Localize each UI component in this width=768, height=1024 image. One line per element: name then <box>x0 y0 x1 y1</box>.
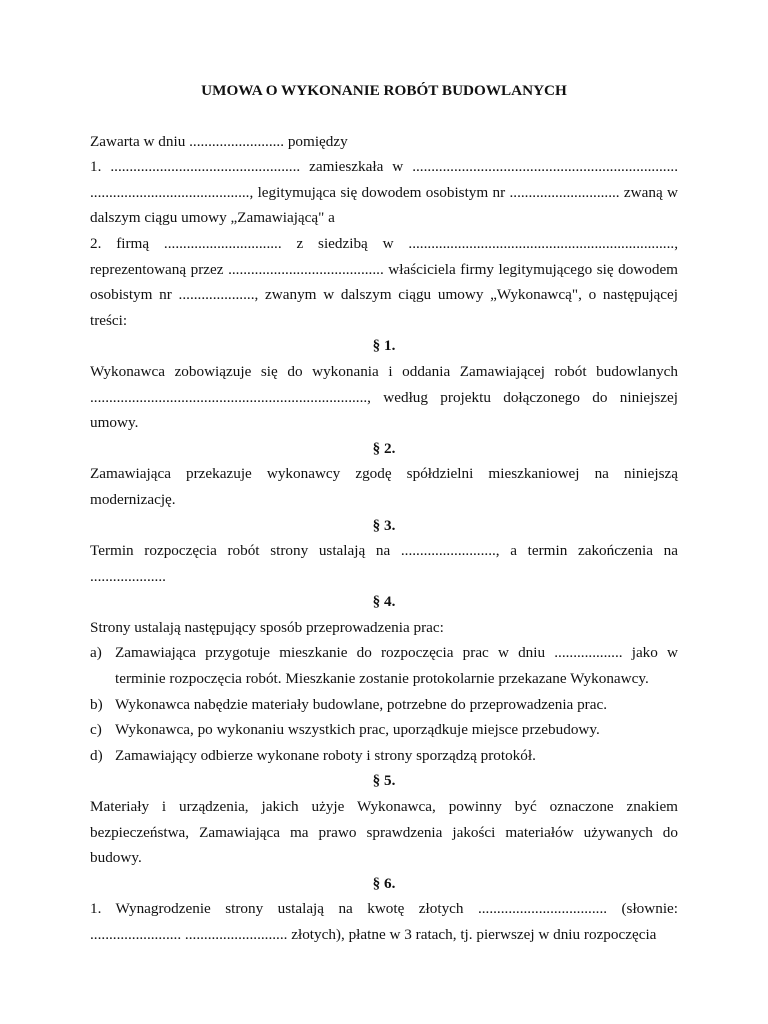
party-2-paragraph: 2. firmą ............................... z siedzibą w ......................................................................, reprezentowaną przez ......................................... właściciela firmy legitymującego się dowodem osobistym nr ...................., zwanym w dalszym ciągu umowy „Wykonawcą", o następującej treści: <box>90 234 678 329</box>
list-item-text: Wykonawca, po wykonaniu wszystkich prac, uporządkuje miejsce przebudowy. <box>115 721 600 739</box>
list-item-label: b) <box>90 695 103 713</box>
list-item <box>90 717 678 743</box>
section-3-heading: § 3. <box>372 516 396 534</box>
list-item-label: c) <box>90 721 102 739</box>
section-6-heading: § 6. <box>372 874 396 892</box>
section-1-text: Wykonawca zobowiązuje się do wykonania i oddania Zamawiającej robót budowlanych ........................................................................., według projektu dołączonego do niniejszej umowy. <box>90 362 678 432</box>
section-5-text: Materiały i urządzenia, jakich użyje Wykonawca, powinny być oznaczone znakiem bezpieczeństwa, Zamawiająca ma prawo sprawdzenia jakości materiałów używanych do budowy. <box>90 798 678 867</box>
document-title: UMOWA O WYKONANIE ROBÓT BUDOWLANYCH <box>201 82 567 99</box>
section-4-list <box>90 640 678 768</box>
section-5-heading: § 5. <box>372 772 396 790</box>
list-item <box>90 640 678 691</box>
section-6-text: 1. Wynagrodzenie strony ustalają na kwotę złotych .................................. (słownie: ........................ ........................... złotych), płatne w 3 ratach, tj. pierwszej w dniu rozpoczęcia <box>90 900 678 943</box>
section-1-heading: § 1. <box>372 337 396 355</box>
list-item-text: Zamawiająca przygotuje mieszkanie do rozpoczęcia prac w dniu .................. jako w terminie rozpoczęcia robót. Mieszkanie zostanie protokolarnie przekazane Wykonawcy. <box>115 644 678 688</box>
list-item-label: a) <box>90 644 102 662</box>
list-item <box>90 743 678 769</box>
list-item-label: d) <box>90 746 103 764</box>
list-item-text: Wykonawca nabędzie materiały budowlane, potrzebne do przeprowadzenia prac. <box>115 695 608 713</box>
document-page <box>90 78 678 948</box>
party-1-paragraph: 1. .................................................. zamieszkała w ...................................................................... .........................................., legitymująca się dowodem osobistym nr ............................. zwaną w dalszym ciągu umowy „Zamawiającą" a <box>90 158 678 227</box>
section-4-intro: Strony ustalają następujący sposób przeprowadzenia prac: <box>90 618 444 636</box>
section-2-heading: § 2. <box>372 439 396 457</box>
section-3-text: Termin rozpoczęcia robót strony ustalają na ........................., a termin zakończenia na .................... <box>90 542 678 585</box>
list-item-text: Zamawiający odbierze wykonane roboty i strony sporządzą protokół. <box>115 746 536 764</box>
section-2-text: Zamawiająca przekazuje wykonawcy zgodę spółdzielni mieszkaniowej na niniejszą modernizację. <box>90 465 678 508</box>
intro-date-line: Zawarta w dniu ......................... pomiędzy <box>90 132 348 150</box>
list-item <box>90 692 678 718</box>
section-4-heading: § 4. <box>372 593 396 611</box>
